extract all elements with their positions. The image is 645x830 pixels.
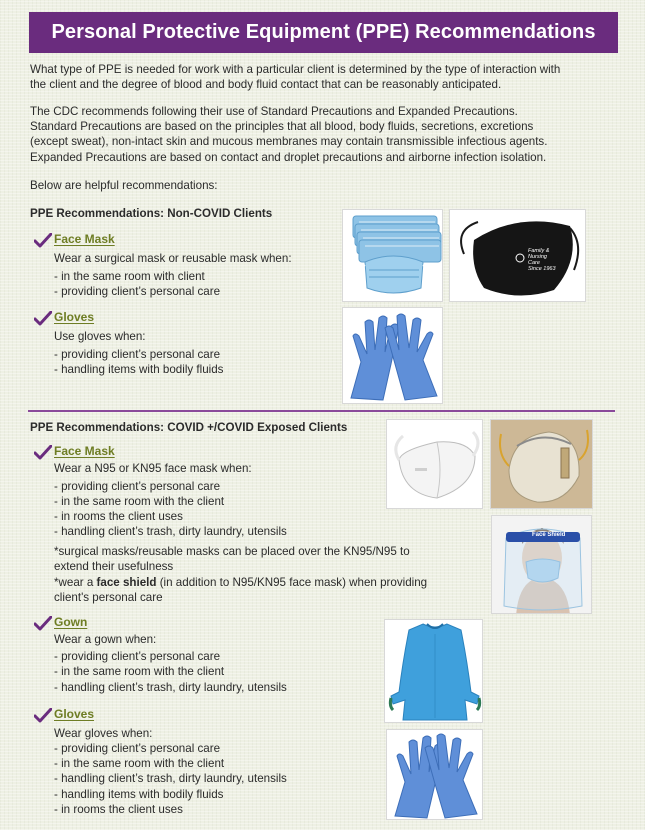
note-bold-text: face shield <box>96 576 157 589</box>
list-item: - in rooms the client uses <box>54 510 183 523</box>
intro-line: What type of PPE is needed for work with a particular client is determined by the type of interaction with <box>30 63 561 76</box>
covid-gloves-lead: Wear gloves when: <box>54 727 153 740</box>
note-line: client's personal care <box>54 591 163 604</box>
helpful-text: Below are helpful recommendations: <box>30 179 218 192</box>
gloves-image <box>342 307 443 404</box>
face-shield-label: Face Shield <box>532 532 566 538</box>
logo-text: Family & <box>528 248 550 254</box>
list-item: - handling items with bodily fluids <box>54 788 224 801</box>
cdc-line: Standard Precautions are based on the principles that all blood, body fluids, secretions, excretions <box>30 120 534 134</box>
list-item: - in the same room with client <box>54 270 205 283</box>
page-title: Personal Protective Equipment (PPE) Recommendations <box>29 12 618 53</box>
list-item: - handling client’s trash, dirty laundry, utensils <box>54 525 287 538</box>
list-item: - providing client’s personal care <box>54 742 221 755</box>
list-item: - providing client’s personal care <box>54 348 221 361</box>
list-item: - handling client’s trash, dirty laundry, utensils <box>54 772 287 785</box>
list-item: - handling items with bodily fluids <box>54 363 224 376</box>
checkmark-icon <box>34 445 52 461</box>
cdc-paragraph <box>30 104 620 165</box>
intro-line: the client and the degree of blood and body fluid contact that can be reasonably anticipated. <box>30 78 502 92</box>
cdc-line: The CDC recommends following their use of Standard Precautions and Expanded Precautions. <box>30 105 518 118</box>
note-text: *wear a <box>54 576 97 589</box>
n95-respirator-image <box>490 419 593 509</box>
logo-text: Nursing <box>528 254 547 260</box>
cdc-line: Expanded Precautions are based on contact and droplet precautions and airborne infection isolation. <box>30 150 547 164</box>
non-covid-gloves-title: Gloves <box>54 310 95 324</box>
checkmark-icon <box>34 616 52 632</box>
list-item: - providing client’s personal care <box>54 480 221 493</box>
covid-face-mask-title: Face Mask <box>54 444 115 458</box>
list-item: - providing client’s personal care <box>54 650 221 663</box>
gown-lead: Wear a gown when: <box>54 633 157 646</box>
non-covid-gloves-lead: Use gloves when: <box>54 330 146 343</box>
covid-heading: PPE Recommendations: COVID +/COVID Exposed Clients <box>30 421 348 434</box>
non-covid-heading: PPE Recommendations: Non-COVID Clients <box>30 207 273 220</box>
list-item: - handling client’s trash, dirty laundry, utensils <box>54 681 287 694</box>
cdc-line: (except sweat), non-intact skin and mucous membranes may contain transmissible infectious agents. <box>30 135 548 149</box>
gown-title: Gown <box>54 615 88 629</box>
list-item: - in the same room with the client <box>54 757 225 770</box>
list-item: - providing client’s personal care <box>54 285 221 298</box>
checkmark-icon <box>34 233 52 249</box>
note-line: *surgical masks/reusable masks can be placed over the KN95/N95 to <box>54 545 410 558</box>
kn95-mask-image <box>386 419 483 509</box>
intro-paragraph <box>30 62 620 92</box>
non-covid-face-mask-title: Face Mask <box>54 232 115 246</box>
note-line: extend their usefulness <box>54 560 174 573</box>
logo-text: Care <box>528 260 540 266</box>
gown-image <box>384 619 483 723</box>
gloves-image <box>386 729 483 820</box>
list-item: - in rooms the client uses <box>54 803 183 816</box>
section-divider <box>28 410 615 412</box>
reusable-mask-image <box>449 209 586 302</box>
list-item: - in the same room with the client <box>54 495 225 508</box>
checkmark-icon <box>34 311 52 327</box>
face-shield-image <box>491 515 592 614</box>
non-covid-face-mask-lead: Wear a surgical mask or reusable mask when: <box>54 252 292 265</box>
covid-face-mask-lead: Wear a N95 or KN95 face mask when: <box>54 462 252 475</box>
note-text: (in addition to N95/KN95 face mask) when providing <box>156 576 428 589</box>
logo-text: Since 1963 <box>528 266 556 272</box>
surgical-masks-image <box>342 209 443 302</box>
face-shield-note <box>54 575 427 590</box>
covid-gloves-title: Gloves <box>54 707 95 721</box>
list-item: - in the same room with the client <box>54 665 225 678</box>
checkmark-icon <box>34 708 52 724</box>
